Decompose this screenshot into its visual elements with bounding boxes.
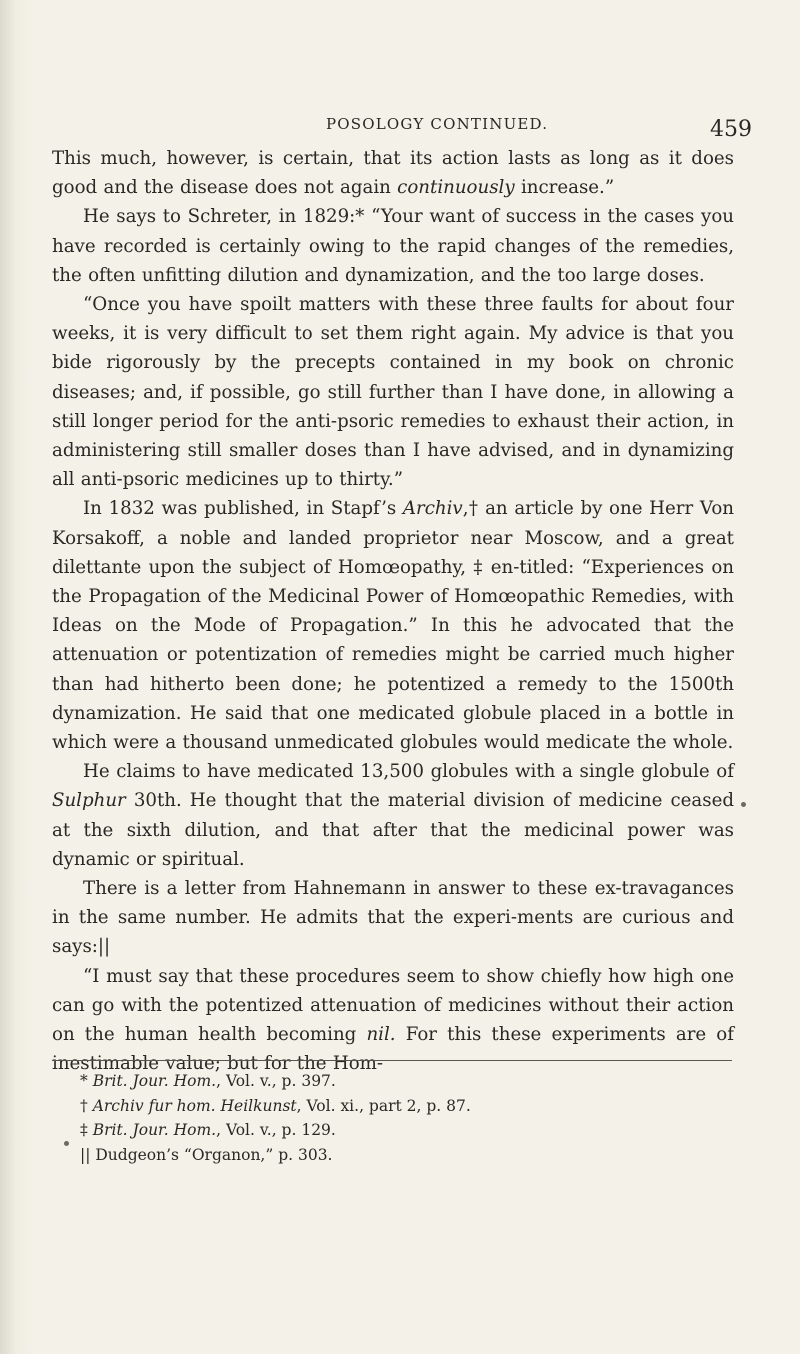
text-run: “I must say that these procedures seem to show chiefly how high one can go with the potentized attenuation of medicines without their action on the human health becoming <box>52 965 734 1046</box>
text-run: , Vol. xi., part 2, p. 87. <box>296 1096 471 1115</box>
text-run: increase.” <box>514 177 615 199</box>
italic-text: Brit. Jour. Hom. <box>92 1121 217 1140</box>
text-run: , Vol. v., p. 129. <box>216 1121 336 1140</box>
text-run: This much, however, is certain, that its action lasts as long as it does good and the disease does not again <box>52 148 734 199</box>
footnote-divider <box>52 1060 732 1061</box>
footnote <box>80 1094 730 1119</box>
footnote <box>80 1118 730 1143</box>
text-run: , Vol. v., p. 397. <box>216 1072 336 1090</box>
running-head <box>0 113 800 143</box>
paragraph <box>52 144 734 202</box>
footnote <box>80 1069 730 1094</box>
page-number: 459 <box>710 117 752 142</box>
text-run: There is a letter from Hahnemann in answer to these ex-travagances in the same number. He admits that the experi-ments are curious and says:|| <box>52 878 734 958</box>
text-run: He says to Schreter, in 1829:* “Your want of success in the cases you have recorded is certainly owing to the rapid changes of the remedies, the often unfitting dilution and dynamization, and the too large doses. <box>52 206 734 286</box>
italic-text: Sulphur <box>52 790 126 812</box>
paragraph <box>52 874 734 962</box>
paragraph <box>52 757 734 874</box>
italic-text: nil. <box>366 1024 396 1046</box>
text-run: ,† an article by one Herr Von Korsakoff, a noble and landed proprietor near Moscow, and a great dilettante upon the subject of Homœopathy, ‡ en-titled: “Experiences on the Propagation of the Medicinal Power of Homœopathic Remedies, with Ideas on the Mode of Propagation.” In this he advocated that the attenuation or potentization of remedies might be carried much higher than had hitherto been done; he potentized a remedy to the 1500th dynamization. He said that one medicated globule placed in a bottle in which were a thousand unmedicated globules would medicate the whole. <box>52 498 734 754</box>
paragraph <box>52 494 734 757</box>
italic-text: Archiv <box>402 498 463 520</box>
text-run: || Dudgeon’s “Organon,” p. 303. <box>80 1145 333 1164</box>
text-run: For this these experiments are of inestimable value; but for the Hom- <box>52 1024 734 1075</box>
ink-speck <box>64 1141 69 1146</box>
italic-text: Brit. Jour. Hom. <box>92 1072 217 1090</box>
italic-text: continuously <box>397 177 515 199</box>
running-title: POSOLOGY CONTINUED. <box>326 115 549 133</box>
text-run: “Once you have spoilt matters with these three faults for about four weeks, it is very difficult to set them right again. My advice is that you bide rigorously by the precepts contained in my book on chronic diseases; and, if possible, go still further than I have done, in allowing a still longer period for the anti-psoric remedies to exhaust their action, in administering still smaller doses than I have advised, and in dynamizing all anti-psoric medicines up to thirty.” <box>52 294 734 491</box>
paragraph <box>52 290 734 494</box>
footnote <box>80 1143 730 1168</box>
italic-text: Archiv fur hom. Heilkunst <box>92 1096 297 1115</box>
text-run: In 1832 was published, in Stapf’s <box>83 498 403 520</box>
text-run: * <box>80 1072 93 1090</box>
text-run: ‡ <box>80 1121 93 1140</box>
text-run: 30th. He thought that the material division of medicine ceased at the sixth dilution, and that after that the medicinal power was dynamic or spiritual. <box>52 790 734 870</box>
body-text <box>52 144 734 1079</box>
text-run: † <box>80 1096 93 1115</box>
text-run: He claims to have medicated 13,500 globules with a single globule of <box>83 761 734 783</box>
ink-speck <box>741 802 746 807</box>
paragraph <box>52 202 734 290</box>
footnotes <box>80 1069 730 1167</box>
